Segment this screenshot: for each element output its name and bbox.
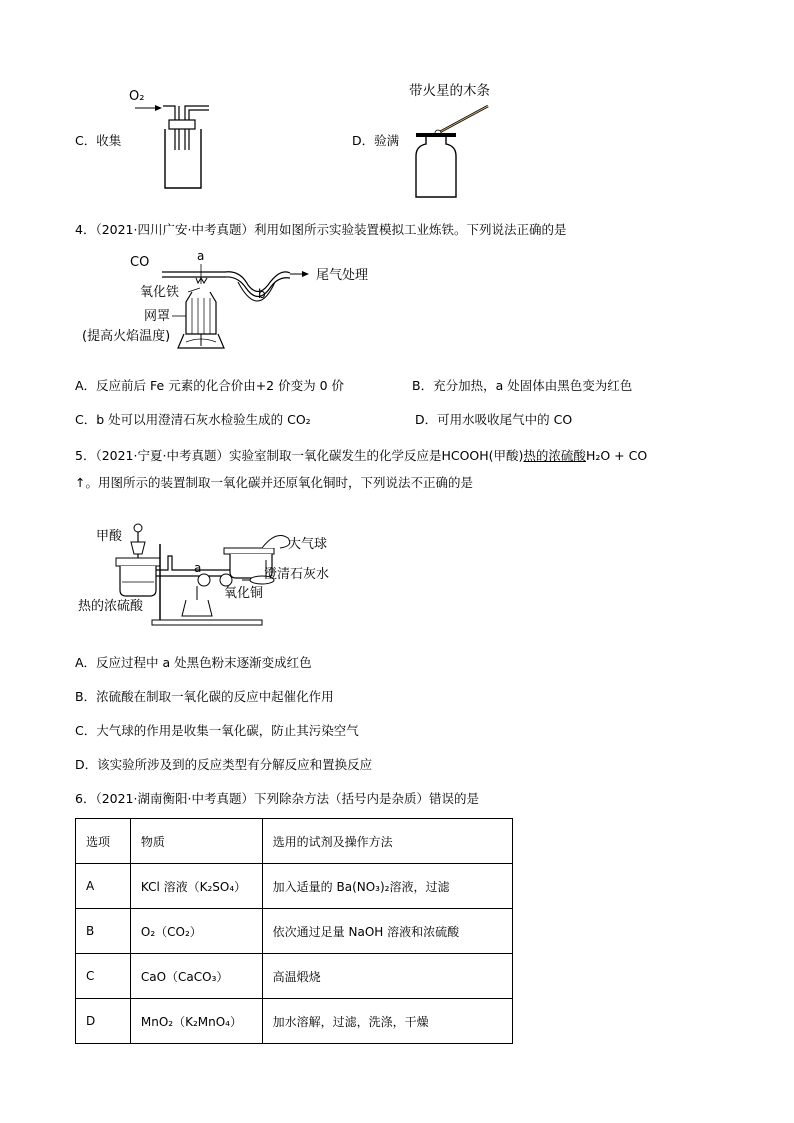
table-row <box>76 999 513 1044</box>
mesh-label: 网罩 <box>144 309 171 324</box>
formic-acid-label: 甲酸 <box>96 529 123 544</box>
q5-option-b: B．浓硫酸在制取一氧化碳的反应中起催化作用 <box>75 689 334 704</box>
row-substance: KCl 溶液（K₂SO₄） <box>130 864 262 909</box>
row-method: 依次通过足量 NaOH 溶液和浓硫酸 <box>262 909 512 954</box>
row-substance: MnO₂（K₂MnO₄） <box>130 999 262 1044</box>
row-option: A <box>76 864 131 909</box>
row-option: C <box>76 954 131 999</box>
table-row <box>76 909 513 954</box>
q5-option-c: C．大气球的作用是收集一氧化碳，防止其污染空气 <box>75 723 359 738</box>
gas-check-bottle-figure <box>410 100 500 200</box>
co-reduction-figure <box>76 520 366 630</box>
row-method: 加水溶解，过滤，洗涤，干燥 <box>262 999 512 1044</box>
q6-stem: 6．（2021·湖南衡阳·中考真题）下列除杂方法（括号内是杂质）错误的是 <box>75 791 479 806</box>
q4-option-b: B．充分加热，a 处固体由黑色变为红色 <box>412 378 633 393</box>
tail-gas-label: 尾气处理 <box>316 268 369 283</box>
header-option: 选项 <box>76 819 131 864</box>
q5-reaction-condition: 热的浓硫酸 <box>523 448 586 463</box>
splint-label: 带火星的木条 <box>409 83 490 99</box>
table-header-row <box>76 819 513 864</box>
a-label: a <box>197 250 205 263</box>
q4-option-a: A．反应前后 Fe 元素的化合价由+2 价变为 0 价 <box>75 378 344 393</box>
header-method: 选用的试剂及操作方法 <box>262 819 512 864</box>
header-substance: 物质 <box>130 819 262 864</box>
row-option: B <box>76 909 131 954</box>
o2-label: O₂ <box>129 89 145 104</box>
row-substance: CaO（CaCO₃） <box>130 954 262 999</box>
iron-smelting-figure <box>80 250 400 360</box>
q5-option-a: A．反应过程中 a 处黑色粉末逐渐变成红色 <box>75 655 312 670</box>
q5-stem-line1 <box>75 446 647 464</box>
mesh-note: (提高火焰温度) <box>82 329 171 344</box>
q5-option-d: D．该实验所涉及到的反应类型有分解反应和置换反应 <box>75 757 373 772</box>
gas-collection-bottle-figure <box>125 84 225 194</box>
iron-oxide-label: 氧化铁 <box>140 285 180 300</box>
q5-stem-line2: ↑。用图所示的装置制取一氧化碳并还原氧化铜时，下列说法不正确的是 <box>75 475 473 490</box>
co-label: CO <box>130 255 150 270</box>
impurity-removal-table <box>75 818 513 1044</box>
table-row <box>76 864 513 909</box>
hot-acid-label: 热的浓硫酸 <box>78 599 144 614</box>
q3-option-d: D．验满 <box>352 133 400 148</box>
q3-option-c: C．收集 <box>75 133 122 148</box>
b-label: b <box>258 287 266 301</box>
table-row <box>76 954 513 999</box>
row-substance: O₂（CO₂） <box>130 909 262 954</box>
balloon-label: 大气球 <box>288 537 328 552</box>
row-method: 高温煅烧 <box>262 954 512 999</box>
q5-stem-pre: 5．（2021·宁夏·中考真题）实验室制取一氧化碳发生的化学反应是HCOOH(甲酸) <box>75 448 524 463</box>
a-label: a <box>194 561 202 575</box>
row-method: 加入适量的 Ba(NO₃)₂溶液，过滤 <box>262 864 512 909</box>
q4-option-c: C．b 处可以用澄清石灰水检验生成的 CO₂ <box>75 412 311 427</box>
q4-stem: 4．（2021·四川广安·中考真题）利用如图所示实验装置模拟工业炼铁。下列说法正确的是 <box>75 222 567 237</box>
limewater-label: 澄清石灰水 <box>264 567 330 582</box>
q4-option-d: D．可用水吸收尾气中的 CO <box>415 412 573 427</box>
q5-stem-post: H₂O + CO <box>585 448 648 463</box>
row-option: D <box>76 999 131 1044</box>
copper-oxide-label: 氧化铜 <box>224 586 264 601</box>
